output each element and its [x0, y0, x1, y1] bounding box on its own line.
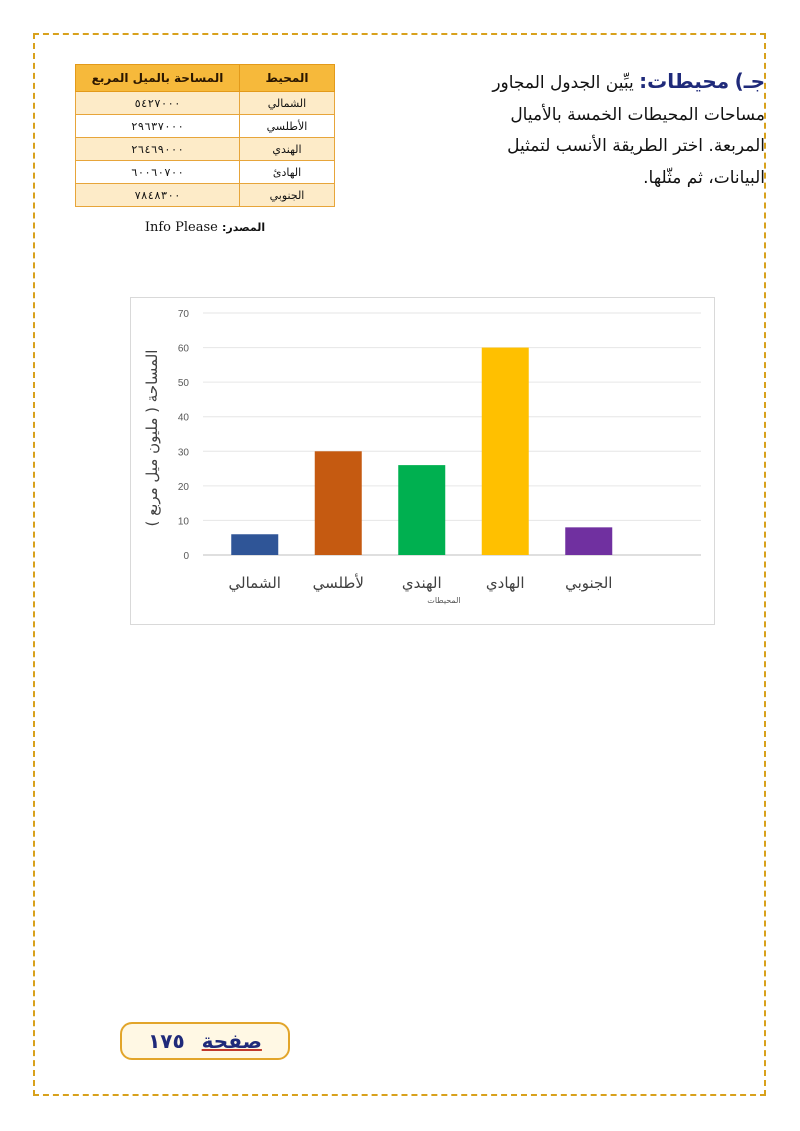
source-value: Info Please [144, 220, 218, 235]
question-prefix: جـ) [734, 69, 765, 93]
table-cell-area: ٢٩٦٣٧٠٠٠ [76, 115, 240, 138]
y-tick-label: 20 [177, 481, 189, 493]
question-term: محيطات: [639, 69, 730, 93]
y-tick-label: 40 [177, 412, 189, 424]
y-tick-label: 60 [177, 343, 189, 355]
table-header-area: المساحة بالميل المربع [76, 65, 240, 92]
x-tick-label: لأطلسي [312, 574, 364, 592]
x-tick-label: الهندي [401, 574, 442, 592]
y-tick-label: 30 [177, 447, 189, 459]
table-cell-ocean: الجنوبي [240, 184, 335, 207]
y-tick-label: 10 [177, 516, 189, 528]
bar [398, 465, 445, 555]
bar [565, 527, 612, 555]
table-row [76, 161, 335, 184]
table-cell-area: ٧٨٤٨٣٠٠ [76, 184, 240, 207]
table-cell-area: ٦٠٠٦٠٧٠٠ [76, 161, 240, 184]
bar-chart [130, 297, 715, 625]
table-source [130, 220, 280, 235]
oceans-table [75, 64, 335, 207]
table-cell-ocean: الهندي [240, 138, 335, 161]
table-cell-ocean: الهادئ [240, 161, 335, 184]
y-tick-label: 50 [177, 378, 189, 390]
question-body: يبِّين الجدول المجاور مساحات المحيطات الخمسة بالأميال المربعة. اختر الطريقة الأنسب لتمثيل البيانات، ثم مثّلها. [492, 73, 765, 188]
y-tick-label: 0 [183, 551, 189, 562]
question-text [455, 66, 765, 194]
bar-chart-svg [131, 298, 716, 626]
bar [482, 348, 529, 555]
x-tick-label: الهادي [485, 574, 525, 592]
table-row [76, 184, 335, 207]
y-tick-label: 70 [177, 309, 189, 320]
x-tick-label: الجنوبي [565, 574, 613, 592]
bar [315, 451, 362, 555]
y-axis-title: المساحة ( مليون ميل مربع ) [143, 349, 161, 527]
page-word: صفحة [201, 1029, 262, 1053]
table-row [76, 138, 335, 161]
table-row [76, 92, 335, 115]
table-row [76, 115, 335, 138]
table-cell-ocean: الشمالي [240, 92, 335, 115]
table-cell-area: ٥٤٢٧٠٠٠ [76, 92, 240, 115]
page-number-badge [120, 1022, 290, 1060]
source-label: المصدر: [221, 221, 266, 234]
page-number: ١٧٥ [148, 1029, 185, 1053]
x-axis-title: المحيطات [427, 596, 461, 605]
bar [231, 534, 278, 555]
table-header-ocean: المحيط [240, 65, 335, 92]
table-cell-area: ٢٦٤٦٩٠٠٠ [76, 138, 240, 161]
x-tick-label: الشمالي [228, 574, 281, 592]
table-cell-ocean: الأطلسي [240, 115, 335, 138]
